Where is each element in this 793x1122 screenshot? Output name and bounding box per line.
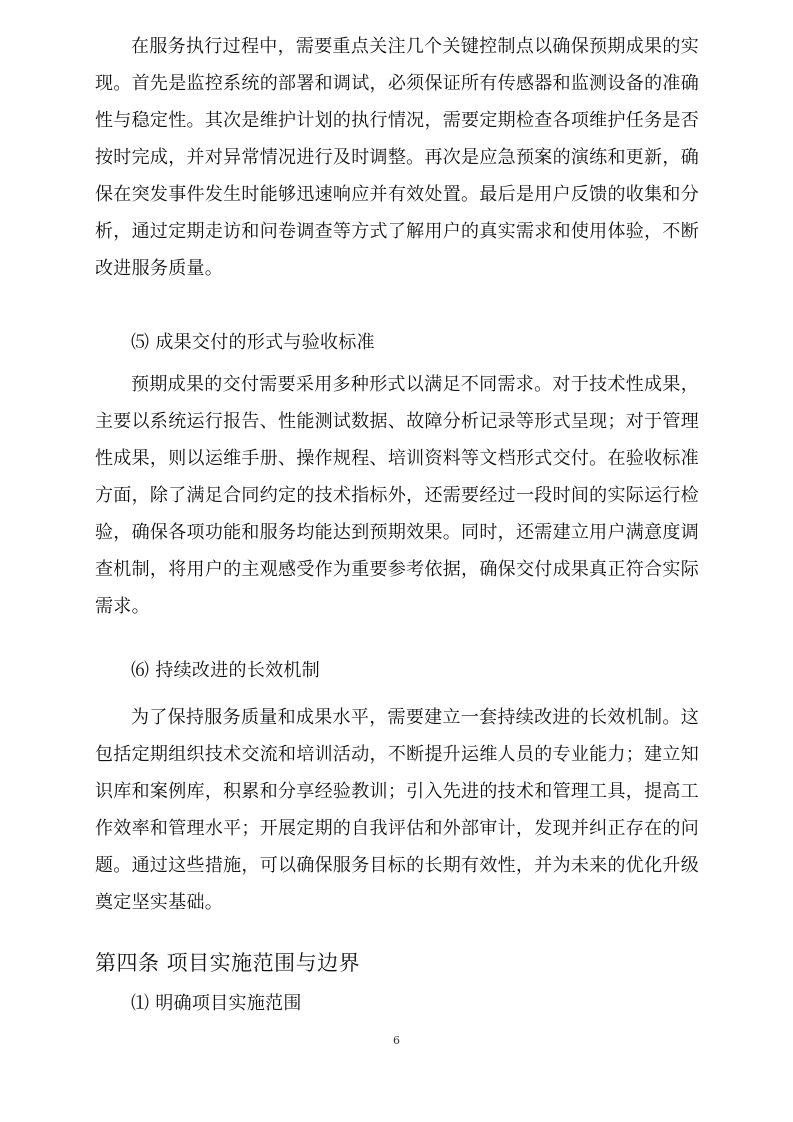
body-paragraph-continuous-improvement: 为了保持服务质量和成果水平，需要建立一套持续改进的长效机制。这包括定期组织技术交流和培训活动，不断提升运维人员的专业能力；建立知识库和案例库，积累和分享经验教训；引入先进的技术和管理工具，提高工作效率和管理水平；开展定期的自我评估和外部审计，发现并纠正存在的问题。通过这些措施，可以确保服务目标的长期有效性，并为未来的优化升级奠定坚实基础。	[95, 707, 699, 913]
subheading-continuous-improvement: ⑹ 持续改进的长效机制	[131, 660, 321, 681]
page-number: 6	[393, 1034, 400, 1047]
subheading-delivery-acceptance: ⑸ 成果交付的形式与验收标准	[131, 332, 375, 353]
body-paragraph-delivery-acceptance: 预期成果的交付需要采用多种形式以满足不同需求。对于技术性成果，主要以系统运行报告、性能测试数据、故障分析记录等形式呈现；对于管理性成果，则以运维手册、操作规程、培训资料等文档形式交付。在验收标准方面，除了满足合同约定的技术指标外，还需要经过一段时间的实际运行检验，确保各项功能和服务均能达到预期效果。同时，还需建立用户满意度调查机制，将用户的主观感受作为重要参考依据，确保交付成果真正符合实际需求。	[95, 374, 699, 617]
body-paragraph-control-points: 在服务执行过程中，需要重点关注几个关键控制点以确保预期成果的实现。首先是监控系统的部署和调试，必须保证所有传感器和监测设备的准确性与稳定性。其次是维护计划的执行情况，需要定期检查各项维护任务是否按时完成，并对异常情况进行及时调整。再次是应急预案的演练和更新，确保在突发事件发生时能够迅速响应并有效处置。最后是用户反馈的收集和分析，通过定期走访和问卷调查等方式了解用户的真实需求和使用体验，不断改进服务质量。	[95, 36, 699, 279]
section-heading-article-four: 第四条 项目实施范围与边界	[95, 951, 361, 975]
subheading-implementation-scope: ⑴ 明确项目实施范围	[131, 993, 302, 1014]
